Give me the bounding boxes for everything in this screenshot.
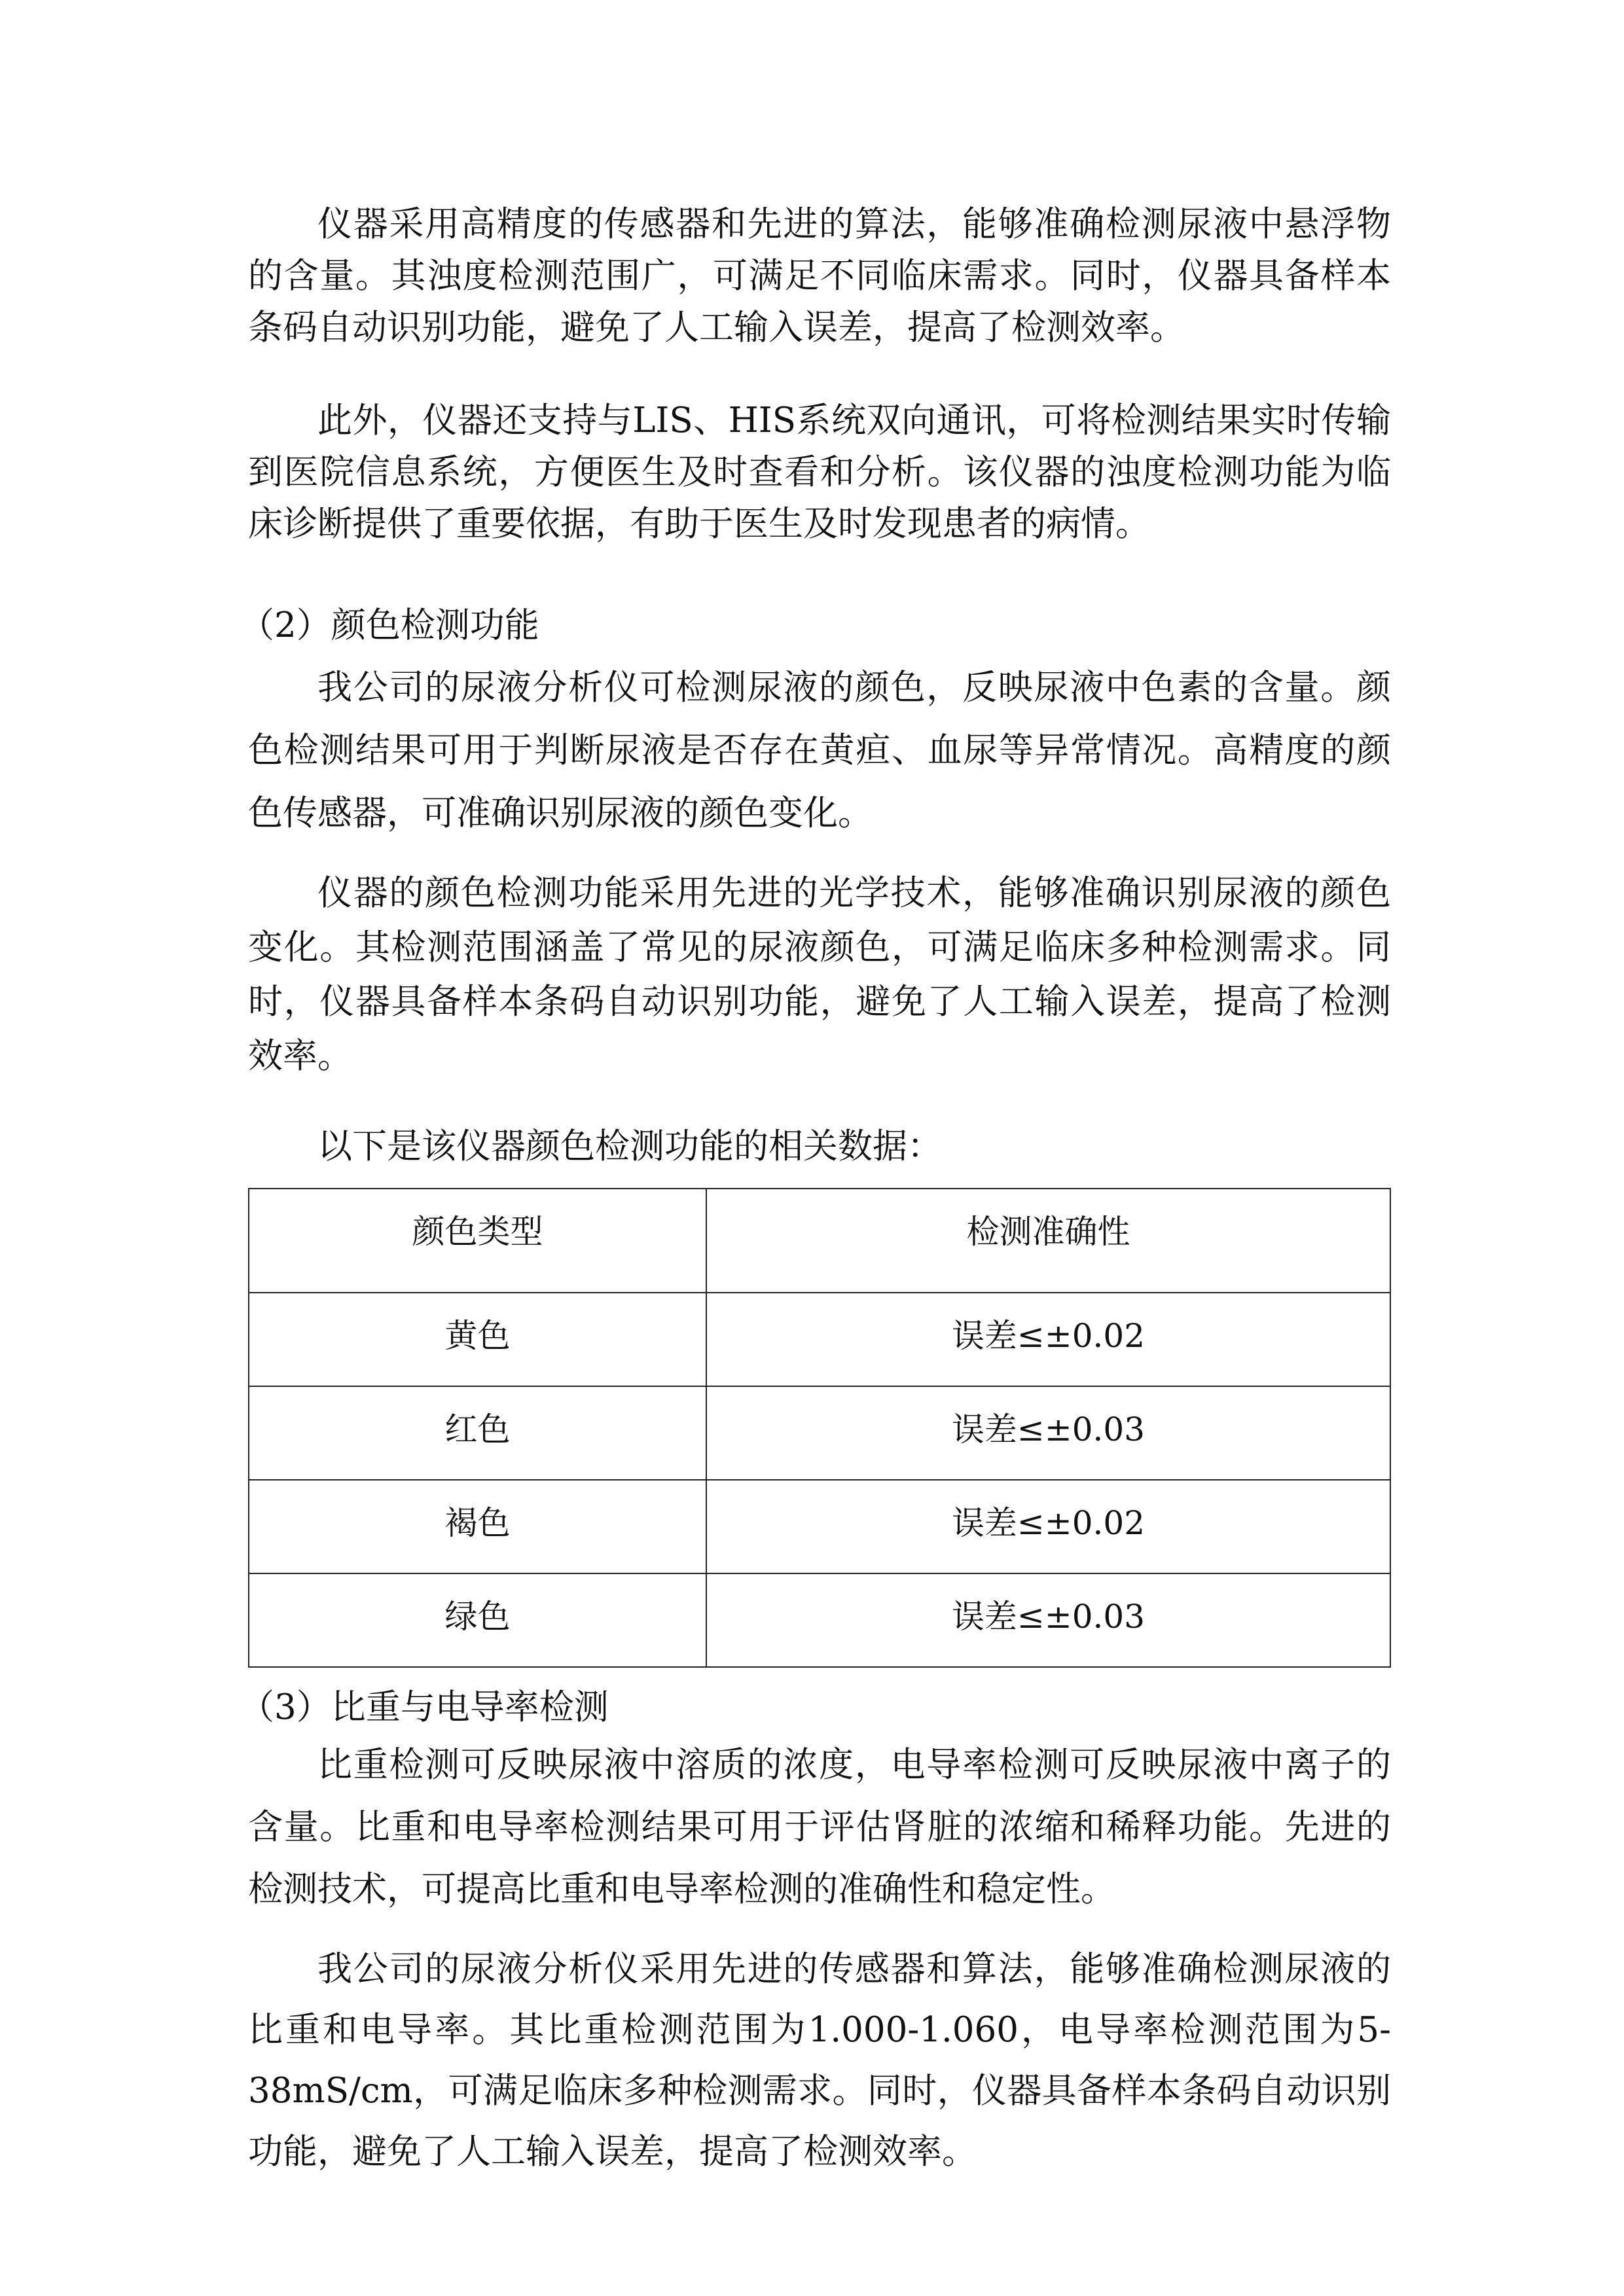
table-row: [249, 1480, 1390, 1573]
cell-accuracy: 误差≤±0.02: [706, 1480, 1390, 1573]
column-header-accuracy: 检测准确性: [706, 1189, 1390, 1293]
column-header-color-type: 颜色类型: [249, 1189, 706, 1293]
table-row: [249, 1573, 1390, 1667]
cell-color: 黄色: [249, 1293, 706, 1386]
cell-accuracy: 误差≤±0.03: [706, 1386, 1390, 1480]
cell-accuracy: 误差≤±0.02: [706, 1293, 1390, 1386]
paragraph-gravity-range: 我公司的尿液分析仪采用先进的传感器和算法，能够准确检测尿液的比重和电导率。其比重检测范围为1.000-1.060，电导率检测范围为5-38mS/cm，可满足临床多种检测需求。同时，仪器具备样本条码自动识别功能，避免了人工输入误差，提高了检测效率。: [248, 1949, 1391, 2172]
paragraph-color-tech: 仪器的颜色检测功能采用先进的光学技术，能够准确识别尿液的颜色变化。其检测范围涵盖了常见的尿液颜色，可满足临床多种检测需求。同时，仪器具备样本条码自动识别功能，避免了人工输入误差，提高了检测效率。: [248, 873, 1391, 1076]
paragraph-lis-his: 此外，仪器还支持与LIS、HIS系统双向通讯，可将检测结果实时传输到医院信息系统，方便医生及时查看和分析。该仪器的浊度检测功能为临床诊断提供了重要依据，有助于医生及时发现患者的病情。: [248, 401, 1391, 544]
cell-color: 褐色: [249, 1480, 706, 1573]
cell-color: 红色: [249, 1386, 706, 1480]
paragraph-gravity-intro: 比重检测可反映尿液中溶质的浓度，电导率检测可反映尿液中离子的含量。比重和电导率检测结果可用于评估肾脏的浓缩和稀释功能。先进的检测技术，可提高比重和电导率检测的准确性和稳定性。: [248, 1745, 1391, 1909]
color-accuracy-table: [248, 1188, 1391, 1668]
table-header-row: [249, 1189, 1390, 1293]
cell-accuracy: 误差≤±0.03: [706, 1573, 1390, 1667]
table-row: [249, 1293, 1390, 1386]
table-row: [249, 1386, 1390, 1480]
cell-color: 绿色: [249, 1573, 706, 1667]
paragraph-color-intro: 我公司的尿液分析仪可检测尿液的颜色，反映尿液中色素的含量。颜色检测结果可用于判断尿液是否存在黄疸、血尿等异常情况。高精度的颜色传感器，可准确识别尿液的颜色变化。: [248, 668, 1391, 833]
section-heading-color: （2）颜色检测功能: [240, 605, 539, 645]
paragraph-table-intro: 以下是该仪器颜色检测功能的相关数据：: [317, 1126, 942, 1166]
document-body: [240, 198, 1391, 2182]
section-heading-gravity-conductivity: （3）比重与电导率检测: [240, 1687, 609, 1727]
paragraph-turbidity-accuracy: 仪器采用高精度的传感器和先进的算法，能够准确检测尿液中悬浮物的含量。其浊度检测范围广，可满足不同临床需求。同时，仪器具备样本条码自动识别功能，避免了人工输入误差，提高了检测效率。: [248, 204, 1391, 348]
